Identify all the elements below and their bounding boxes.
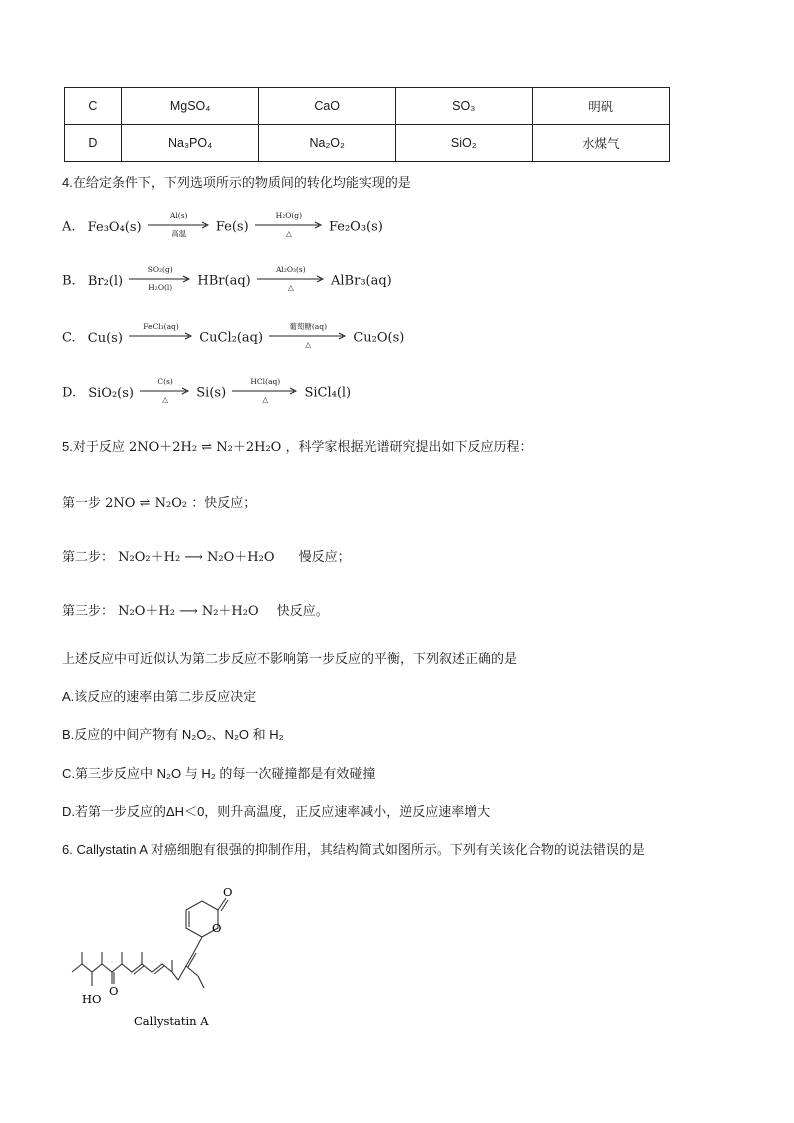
struct-caption: Callystatin A [134, 1014, 209, 1028]
option-letter: B. [62, 273, 76, 289]
product: AlBr₃(aq) [331, 273, 392, 289]
intermediate: HBr(aq) [197, 273, 251, 289]
arrow-condition-bottom: 高温 [171, 229, 187, 238]
table-cell: Na₂O₂ [259, 125, 396, 162]
q5-step1 [62, 492, 256, 511]
q4-stem: 4.在给定条件下，下列选项所示的物质间的转化均能实现的是 [62, 175, 411, 190]
struct-o-label: O [212, 921, 222, 935]
q5-intro: 上述反应中可近似认为第二步反应不影响第一步反应的平衡，下列叙述正确的是 [62, 651, 518, 666]
step-note: 快反应。 [276, 603, 329, 618]
arrow-condition-bottom: △ [262, 395, 269, 404]
option-letter: A. [62, 219, 76, 235]
table-cell: MgSO₄ [121, 88, 259, 125]
arrow-condition-top: FeCl₃(aq) [143, 322, 179, 331]
struct-o-label: O [109, 984, 119, 998]
reactant: Fe₃O₄(s) [87, 219, 142, 235]
intermediate: Fe(s) [215, 219, 249, 235]
step-label: 第一步 [62, 495, 102, 510]
struct-ho-label: HO [82, 992, 102, 1006]
q5-stem-post: ，科学家根据光谱研究提出如下反应历程： [285, 439, 533, 454]
reaction-arrow [232, 378, 298, 404]
struct-o-label: O [223, 885, 233, 899]
table-cell: 明矾 [532, 88, 670, 125]
table-cell: SO₃ [395, 88, 532, 125]
q5-stem-pre: 5.对于反应 [62, 439, 125, 454]
table-cell: 水煤气 [532, 125, 670, 162]
q5-step3 [62, 600, 329, 619]
arrow-condition-top: H₂O(g) [275, 211, 302, 220]
arrow-condition-top: Al₂O₃(s) [276, 265, 306, 274]
q5-option-c: C.第三步反应中 N₂O 与 H₂ 的每一次碰撞都是有效碰撞 [62, 766, 376, 781]
arrow-condition-top: HCl(aq) [250, 377, 281, 386]
reactant: Cu(s) [87, 330, 123, 346]
arrow-condition-bottom: △ [162, 395, 169, 404]
step-label: 第三步： [62, 603, 115, 618]
intermediate: CuCl₂(aq) [199, 330, 264, 346]
structure-diagram [62, 880, 242, 1035]
table-cell: D [65, 125, 122, 162]
q4-option-d [62, 377, 352, 406]
step-note: 慢反应； [298, 549, 351, 564]
arrow-condition-bottom: H₂O(l) [148, 283, 173, 292]
q5-step2 [62, 546, 351, 565]
step-equation: 2NO ⇌ N₂O₂ [105, 496, 188, 511]
reaction-arrow [140, 378, 190, 404]
product: SiCl₄(l) [304, 385, 352, 401]
arrow-condition-bottom: △ [287, 283, 294, 292]
q4-option-b [62, 265, 392, 294]
reaction-arrow [129, 266, 191, 292]
arrow-condition-top: SO₂(g) [147, 265, 173, 274]
option-letter: D. [62, 385, 77, 401]
arrow-condition-bottom: △ [285, 229, 292, 238]
arrow-condition-top: 葡萄糖(aq) [289, 322, 327, 331]
q5-stem [62, 436, 533, 455]
reaction-arrow [148, 212, 210, 238]
step-note: ：快反应； [191, 495, 257, 510]
table-cell: Na₃PO₄ [121, 125, 259, 162]
q4-option-c [62, 322, 405, 351]
arrow-condition-top: Al(s) [169, 211, 188, 220]
reaction-arrow [269, 323, 347, 349]
arrow-condition-bottom: △ [305, 340, 312, 349]
step-label: 第二步： [62, 549, 115, 564]
option-table [64, 87, 670, 162]
step-equation: N₂O＋H₂ ⟶ N₂＋H₂O [118, 604, 259, 619]
table-row [65, 88, 670, 125]
intermediate: Si(s) [196, 385, 227, 401]
table-cell: SiO₂ [395, 125, 532, 162]
q6-stem: 6. Callystatin A 对癌细胞有很强的抑制作用，其结构简式如图所示。下列有关该化合物的说法错误的是 [62, 842, 645, 857]
reaction-arrow [129, 323, 193, 349]
table-row [65, 125, 670, 162]
arrow-condition-top: C(s) [157, 377, 173, 386]
option-letter: C. [62, 330, 76, 346]
table-cell: C [65, 88, 122, 125]
q5-reaction: 2NO＋2H₂ ⇌ N₂＋2H₂O [128, 440, 282, 455]
reaction-arrow [255, 212, 323, 238]
product: Cu₂O(s) [353, 330, 405, 346]
reactant: Br₂(l) [87, 273, 124, 289]
step-equation: N₂O₂＋H₂ ⟶ N₂O＋H₂O [118, 550, 275, 565]
q5-option-d: D.若第一步反应的ΔH＜0，则升高温度，正反应速率减小，逆反应速率增大 [62, 804, 491, 819]
q5-option-a: A.该反应的速率由第二步反应决定 [62, 689, 257, 704]
q4-option-a [62, 211, 383, 240]
reaction-arrow [257, 266, 325, 292]
product: Fe₂O₃(s) [328, 219, 383, 235]
table-cell: CaO [259, 88, 396, 125]
callystatin-structure [62, 880, 242, 1035]
q5-option-b: B.反应的中间产物有 N₂O₂、N₂O 和 H₂ [62, 727, 284, 742]
reactant: SiO₂(s) [88, 385, 134, 401]
